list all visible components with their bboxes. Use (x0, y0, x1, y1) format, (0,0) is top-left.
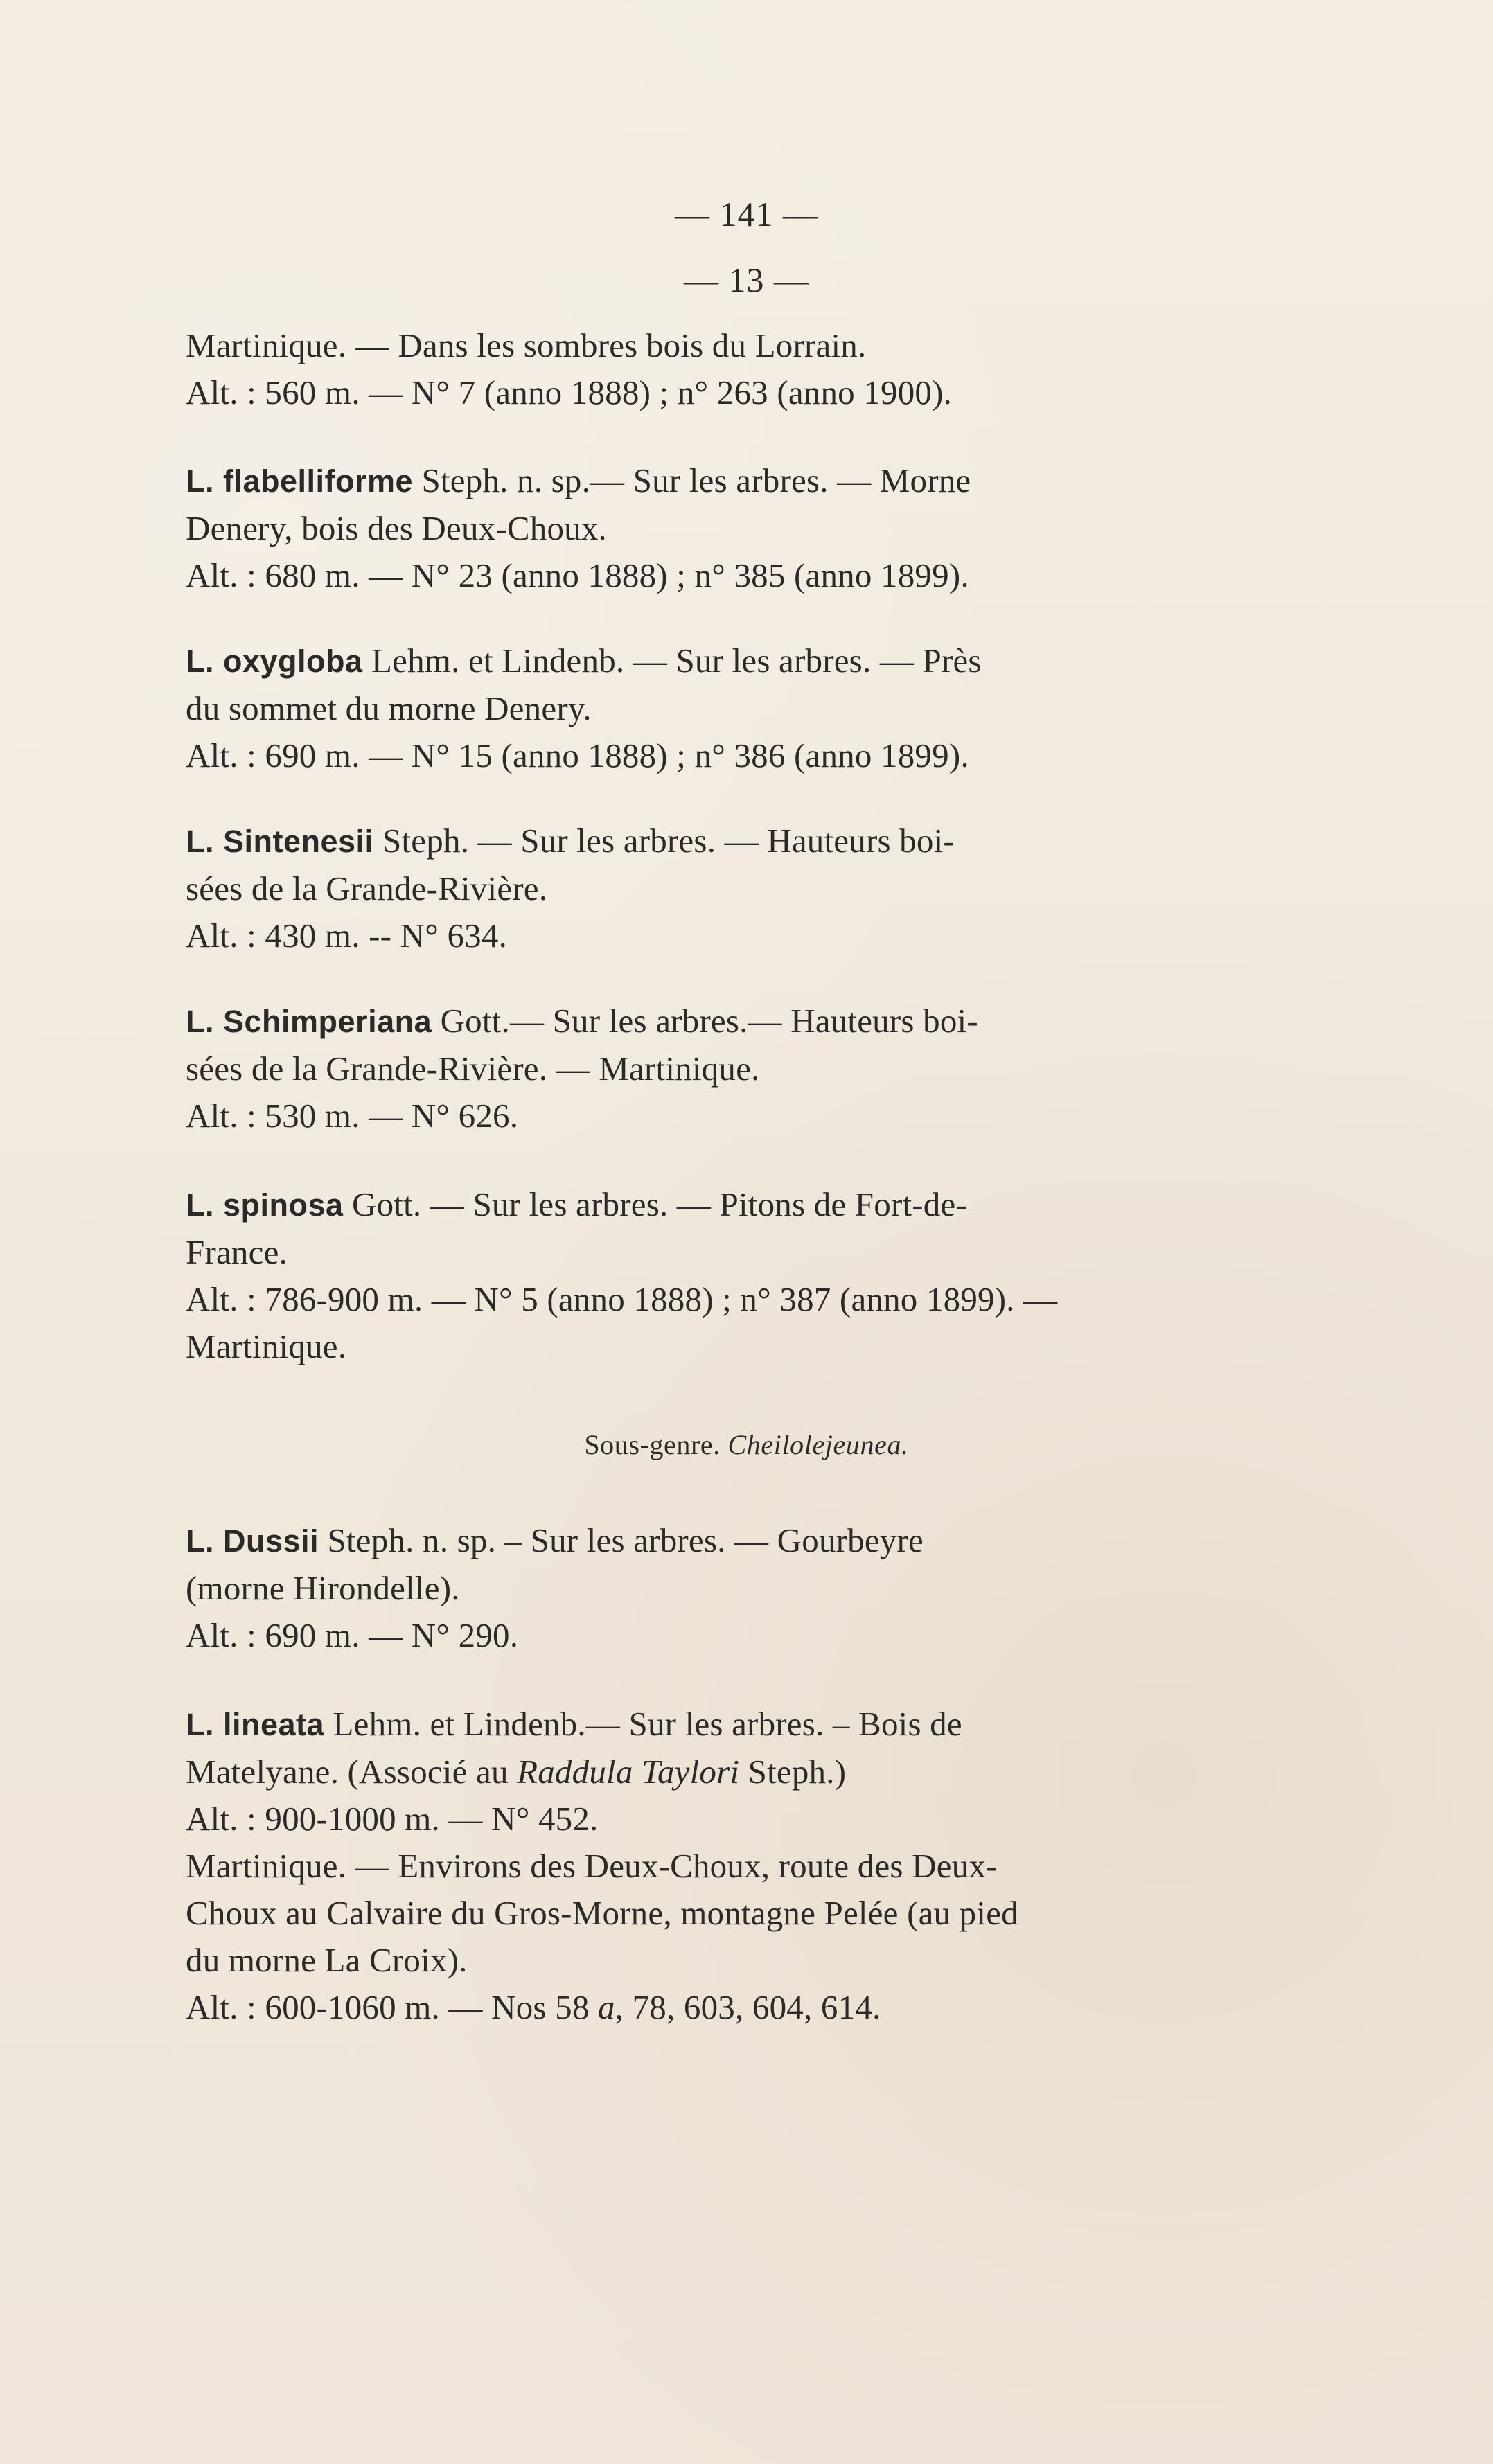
subgenre-heading (0, 1428, 1493, 1461)
altitude-line (186, 1984, 1190, 2031)
subgenre-name: Cheilolejeunea. (727, 1429, 909, 1460)
entry-line: Denery, bois des Deux-Choux. (186, 509, 608, 547)
subgenre-prefix: Sous-genre. (584, 1429, 728, 1460)
altitude-line: Alt. : 530 m. — N° 626. (186, 1097, 519, 1135)
entry-description: Lehm. et Lindenb.— Sur les arbres. – Bois de (324, 1705, 962, 1743)
entry-heading-line (186, 817, 1190, 865)
entry-description: Steph. n. sp. – Sur les arbres. — Gourbeyre (319, 1521, 924, 1559)
species-name: Sintenesii (223, 824, 374, 859)
species-name: oxygloba (223, 644, 363, 679)
altitude-line: Alt. : 690 m. — N° 290. (186, 1616, 519, 1654)
taxon-reference: Raddula Taylori (517, 1753, 740, 1791)
altitude-line: Alt. : 680 m. — N° 23 (anno 1888) ; n° 385 (anno 1899). (186, 556, 969, 594)
entry-line: sées de la Grande-Rivière. (186, 869, 548, 907)
genus-abbrev: L. (186, 824, 223, 859)
genus-abbrev: L. (186, 463, 223, 499)
entry-line: sées de la Grande-Rivière. — Martinique. (186, 1049, 760, 1088)
altitude-line: Alt. : 430 m. -- N° 634. (186, 916, 508, 955)
entry-description: Lehm. et Lindenb. — Sur les arbres. — Près (362, 641, 982, 680)
species-name: flabelliforme (223, 463, 414, 499)
entry-heading-line (186, 998, 1190, 1045)
altitude-line: Alt. : 786-900 m. — N° 5 (anno 1888) ; n° 387 (anno 1899). — (186, 1280, 1058, 1318)
genus-abbrev: L. (186, 1187, 223, 1223)
altitude-text: , 78, 603, 604, 614. (615, 1988, 881, 2026)
entry-line: (morne Hirondelle). (186, 1569, 460, 1607)
genus-abbrev: L. (186, 1004, 223, 1039)
entry-spinosa (186, 1181, 1190, 1370)
specimen-suffix: a (597, 1988, 615, 2026)
entry-line: Choux au Calvaire du Gros-Morne, montagne Pelée (au pied (186, 1894, 1018, 1932)
entry-line: du morne La Croix). (186, 1941, 468, 1979)
entry-text: Matelyane. (Associé au (186, 1753, 518, 1791)
altitude-line: Alt. : 900-1000 m. — N° 452. (186, 1800, 599, 1838)
entry-description: Gott. — Sur les arbres. — Pitons de Fort-de- (343, 1185, 967, 1223)
entry-description: Gott.— Sur les arbres.— Hauteurs boi- (432, 1002, 978, 1040)
entry-description: Steph. — Sur les arbres. — Hauteurs boi- (373, 822, 955, 860)
entry-heading-line (186, 1701, 1190, 1748)
entry-line: France. (186, 1233, 288, 1271)
entry-line: Martinique. — Dans les sombres bois du Lorrain. (186, 326, 867, 364)
entry-line: Martinique. (186, 1327, 347, 1365)
entry-heading-line (186, 1517, 1190, 1565)
genus-abbrev: L. (186, 1707, 223, 1742)
page-number-top: — 141 — (675, 195, 818, 233)
entry-heading-line (186, 637, 1190, 685)
entry-dussii (186, 1517, 1190, 1659)
page-number-bottom: — 13 — (684, 260, 809, 299)
entry-heading-line (186, 1181, 1190, 1229)
genus-abbrev: L. (186, 1523, 223, 1559)
species-name: Dussii (223, 1523, 319, 1559)
altitude-text: Alt. : 600-1060 m. — Nos 58 (186, 1988, 598, 2026)
entry-schimperiana (186, 998, 1190, 1140)
entry-line: du sommet du morne Denery. (186, 689, 592, 727)
entry-text: Steph.) (739, 1753, 847, 1791)
species-name: lineata (223, 1707, 325, 1742)
species-name: spinosa (223, 1187, 344, 1223)
entry-martinique-lorrain (186, 322, 1190, 416)
altitude-line: Alt. : 690 m. — N° 15 (anno 1888) ; n° 386 (anno 1899). (186, 736, 969, 774)
altitude-line: Alt. : 560 m. — N° 7 (anno 1888) ; n° 263 (anno 1900). (186, 373, 953, 411)
entry-description: Steph. n. sp.— Sur les arbres. — Morne (413, 461, 971, 499)
entry-lineata (186, 1701, 1190, 2031)
genus-abbrev: L. (186, 644, 223, 679)
entry-heading-line (186, 457, 1190, 505)
entry-line: Martinique. — Environs des Deux-Choux, route des Deux- (186, 1847, 998, 1885)
entry-oxygloba (186, 637, 1190, 779)
entry-flabelliforme (186, 457, 1190, 599)
species-name: Schimperiana (223, 1004, 432, 1039)
entry-line (186, 1748, 1190, 1796)
entry-sintenesii (186, 817, 1190, 959)
